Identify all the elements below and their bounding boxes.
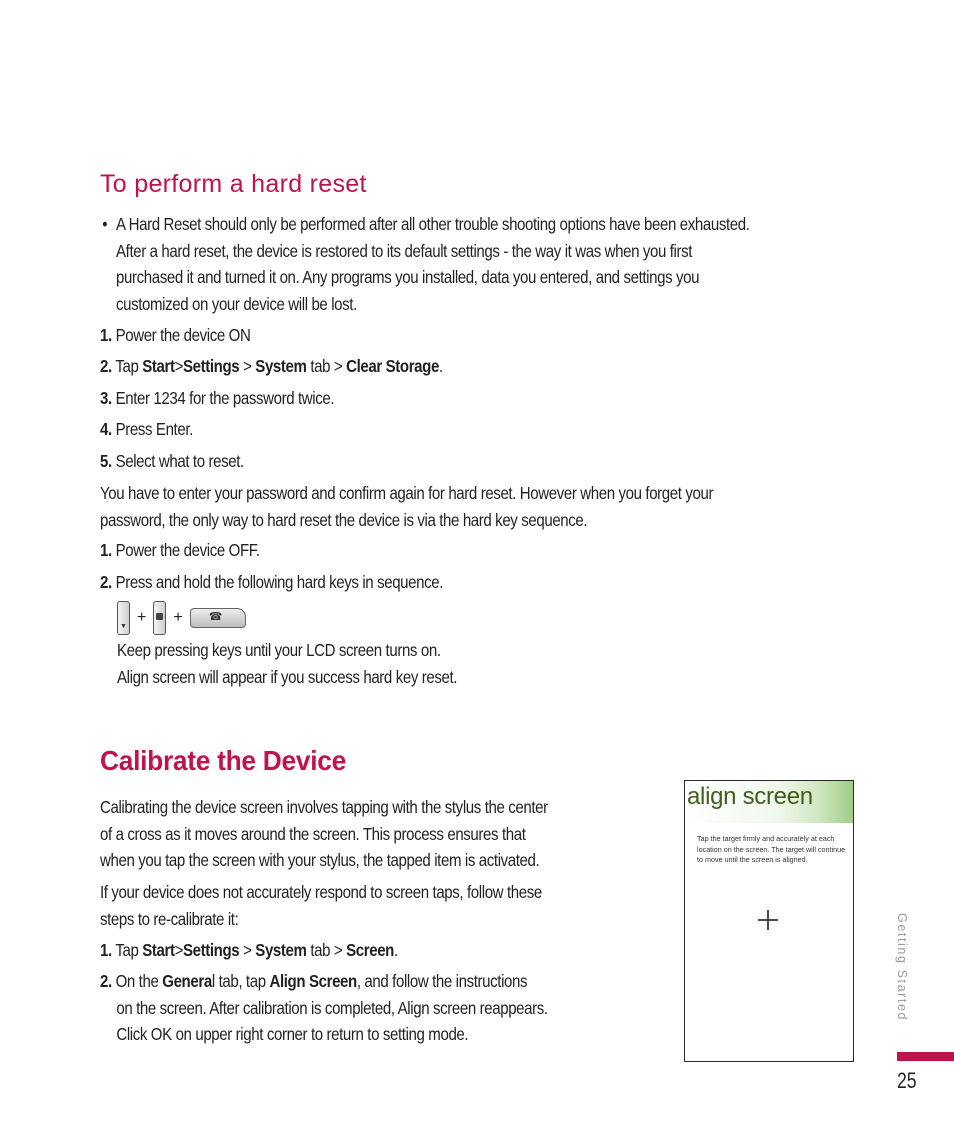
text-line: when you tap the screen with your stylus, the tapped item is activated. <box>100 850 540 870</box>
menu-settings: Settings <box>183 940 240 960</box>
menu-start: Start <box>142 356 175 376</box>
calibrate-condition <box>100 879 542 932</box>
step-number: 2. <box>100 356 112 376</box>
down-arrow-icon: ▼ <box>120 623 127 630</box>
text-line: steps to re-calibrate it: <box>100 908 239 929</box>
step-number: 5. <box>100 451 112 471</box>
hard-reset-warning <box>102 211 750 317</box>
target-cross-icon <box>757 909 779 931</box>
separator: > <box>174 940 184 960</box>
menu-start: Start <box>142 940 175 960</box>
text-line: on the screen. After calibration is completed, Align screen reappears. <box>116 997 548 1018</box>
plus-sign: + <box>137 609 147 626</box>
phone-icon: ☎ <box>208 611 223 623</box>
section-heading-hard-reset: To perform a hard reset <box>100 170 367 198</box>
step-text: Press and hold the following hard keys in sequence. <box>115 572 444 592</box>
text-line: of a cross as it moves around the screen. This process ensures that <box>100 823 526 844</box>
punctuation: . <box>438 356 443 376</box>
text-line: After a hard reset, the device is restored to its default settings - the way it was when you first <box>116 240 693 261</box>
separator: > <box>243 356 252 376</box>
menu-system: System <box>255 940 307 960</box>
align-screen-instructions: Tap the target firmly and accurately at each location on the screen. The target will continue to move until the screen is aligned. <box>697 834 846 864</box>
menu-screen: Screen <box>346 940 394 960</box>
text-line <box>100 968 548 995</box>
step-power-off <box>100 537 260 564</box>
step-text: Select what to reset. <box>115 451 244 471</box>
step-text: tab <box>310 356 331 376</box>
text-line: Keep pressing keys until your LCD screen turns on. <box>117 640 441 660</box>
punctuation: . <box>393 940 398 960</box>
step-clear-storage <box>100 353 443 380</box>
hard-key-paragraph <box>100 480 713 533</box>
step-number: 2. <box>100 971 112 991</box>
step-text: Power the device OFF. <box>115 540 260 560</box>
page-accent-bar <box>897 1052 954 1061</box>
align-screen-title: align screen <box>687 783 813 810</box>
step-text: Power the device ON <box>115 325 251 345</box>
step-hold-keys <box>100 569 443 596</box>
separator: > <box>333 356 343 376</box>
menu-settings: Settings <box>183 356 240 376</box>
menu-general: Genera <box>162 971 212 991</box>
separator: > <box>174 356 184 376</box>
step-select-reset <box>100 448 244 475</box>
page-number: 25 <box>897 1068 917 1093</box>
step-text: Tap <box>115 940 139 960</box>
step-number: 1. <box>100 325 112 345</box>
volume-down-key-icon <box>117 601 130 635</box>
calibrate-step-2 <box>100 968 548 1048</box>
separator: > <box>333 940 343 960</box>
separator: > <box>243 940 252 960</box>
camera-dot-icon <box>156 613 163 620</box>
section-label: Getting Started <box>895 913 909 1022</box>
page-title-calibrate: Calibrate the Device <box>100 745 346 776</box>
text-line: If your device does not accurately respond to screen taps, follow these <box>100 882 542 902</box>
step-enter-password <box>100 385 334 412</box>
step-text: , and follow the instructions <box>356 971 528 991</box>
step-text: Tap <box>115 356 139 376</box>
step-text: tab <box>310 940 331 960</box>
step-number: 2. <box>100 572 112 592</box>
hard-key-sequence <box>117 600 246 636</box>
align-screen-header <box>685 781 853 823</box>
align-screen-screenshot <box>684 780 854 1062</box>
step-press-enter <box>100 416 193 443</box>
text-line: customized on your device will be lost. <box>116 293 357 314</box>
menu-clear-storage: Clear Storage <box>346 356 439 376</box>
key-instructions <box>117 637 457 690</box>
step-text: Enter 1234 for the password twice. <box>115 388 335 408</box>
step-number: 1. <box>100 540 112 560</box>
calibrate-step-1 <box>100 937 398 964</box>
text-line: A Hard Reset should only be performed after all other trouble shooting options have been exhausted. <box>116 214 750 234</box>
end-call-key-icon <box>190 608 246 628</box>
step-number: 3. <box>100 388 112 408</box>
text-line: You have to enter your password and confirm again for hard reset. However when you forget your <box>100 483 714 503</box>
text-line: purchased it and turned it on. Any programs you installed, data you entered, and settings you <box>116 267 700 287</box>
step-text: On the <box>115 971 159 991</box>
step-text: Press Enter. <box>115 419 193 439</box>
step-power-on <box>100 322 250 349</box>
camera-key-icon <box>153 601 166 635</box>
plus-sign: + <box>173 609 183 626</box>
step-number: 4. <box>100 419 112 439</box>
menu-align-screen: Align Screen <box>269 971 357 991</box>
text-line: password, the only way to hard reset the device is via the hard key sequence. <box>100 509 588 530</box>
text-line: Click OK on upper right corner to return to setting mode. <box>116 1024 469 1044</box>
step-text: l tab, tap <box>211 971 266 991</box>
menu-system: System <box>255 356 307 376</box>
text-line: Align screen will appear if you success hard key reset. <box>117 666 458 687</box>
step-number: 1. <box>100 940 112 960</box>
calibrate-intro <box>100 794 548 874</box>
text-line: Calibrating the device screen involves tapping with the stylus the center <box>100 797 548 817</box>
bullet-icon: • <box>102 214 108 234</box>
